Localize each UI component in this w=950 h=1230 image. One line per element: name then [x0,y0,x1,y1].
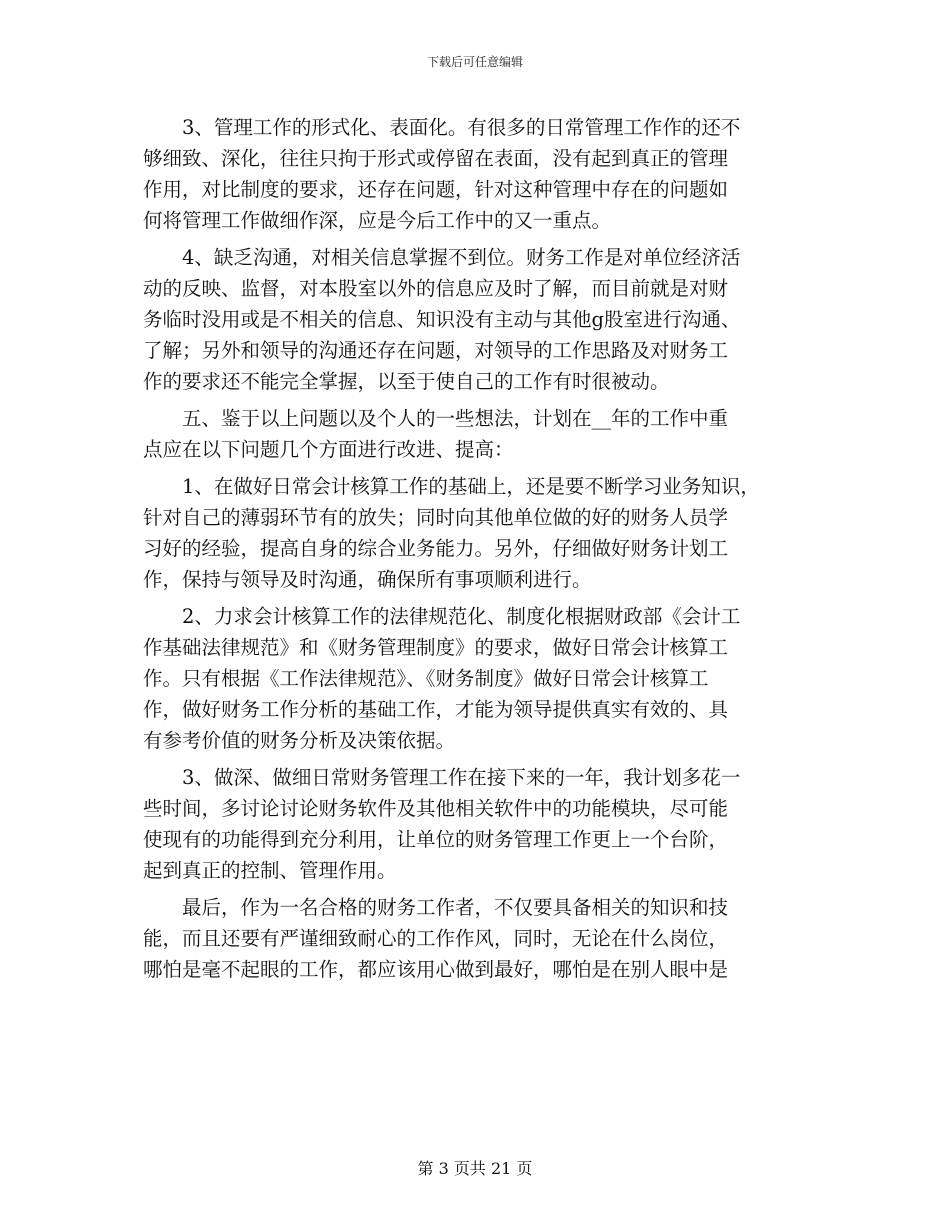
text-line: 何将管理工作做细作深，应是今后工作中的又一重点。 [143,209,612,232]
page-header: 下载后可任意编辑 [426,55,523,69]
text-line: 最后，作为一名合格的财务工作者，不仅要具备相关的知识和技 [143,896,729,919]
text-line: 能，而且还要有严谨细致耐心的工作作风，同时，无论在什么岗位， [143,927,729,950]
text-line: 点应在以下问题几个方面进行改进、提高： [143,438,514,461]
text-line: 作，做好财务工作分析的基础工作，才能为领导提供真实有效的、具 [143,698,729,721]
paragraph [143,762,823,886]
paragraph [143,892,823,985]
document-body [143,112,823,991]
text-line: 起到真正的控制、管理作用。 [143,859,397,882]
text-line: 作基础法律规范》和《财务管理制度》的要求，做好日常会计核算工 [143,636,729,659]
text-line: 习好的经验，提高自身的综合业务能力。另外，仔细做好财务计划工 [143,537,729,560]
text-line: 3、做深、做细日常财务管理工作在接下来的一年，我计划多花一 [143,766,741,789]
paragraph [143,112,823,236]
text-line: 作，保持与领导及时沟通，确保所有事项顺利进行。 [143,568,592,591]
text-line: 动的反映、监督，对本股室以外的信息应及时了解，而目前就是对财 [143,277,729,300]
text-line: 针对自己的薄弱环节有的放失；同时向其他单位做的好的财务人员学 [143,506,729,529]
text-line: 了解；另外和领导的沟通还存在问题，对领导的工作思路及对财务工 [143,339,729,362]
paragraph [143,471,823,595]
text-line: 3、管理工作的形式化、表面化。有很多的日常管理工作作的还不 [143,116,741,139]
text-line: 2、力求会计核算工作的法律规范化、制度化根据财政部《会计工 [143,605,741,628]
text-line: 作的要求还不能完全掌握，以至于使自己的工作有时很被动。 [143,370,670,393]
text-line: 使现有的功能得到充分利用，让单位的财务管理工作更上一个台阶， [143,828,729,851]
text-line: 作。只有根据《工作法律规范》、《财务制度》做好日常会计核算工 [143,667,709,690]
text-line: 务临时没用或是不相关的信息、知识没有主动与其他g股室进行沟通、 [143,308,741,331]
text-line: 五、鉴于以上问题以及个人的一些想法，计划在__年的工作中重 [143,407,729,430]
text-line: 4、缺乏沟通，对相关信息掌握不到位。财务工作是对单位经济活 [143,246,741,269]
paragraph [143,601,823,756]
text-line: 有参考价值的财务分析及决策依据。 [143,729,456,752]
paragraph [143,403,823,465]
text-line: 哪怕是毫不起眼的工作，都应该用心做到最好，哪怕是在别人眼中是 [143,958,729,981]
text-line: 作用，对比制度的要求，还存在问题，针对这种管理中存在的问题如 [143,178,729,201]
page-footer: 第 3 页共 21 页 [417,1159,533,1178]
text-line: 够细致、深化，往往只拘于形式或停留在表面，没有起到真正的管理 [143,147,729,170]
paragraph [143,242,823,397]
paragraph-gap [143,985,823,991]
text-line: 些时间，多讨论讨论财务软件及其他相关软件中的功能模块，尽可能 [143,797,729,820]
text-line: 1、在做好日常会计核算工作的基础上，还是要不断学习业务知识， [143,475,760,498]
